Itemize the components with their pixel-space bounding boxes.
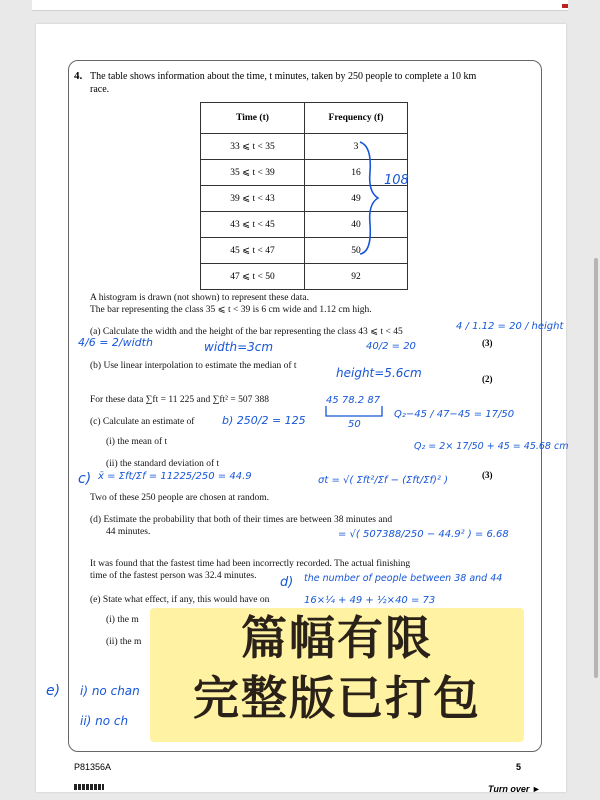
part-b-text: (b) Use linear interpolation to estimate the median of t: [90, 361, 297, 371]
fastest-text-2: time of the fastest person was 32.4 minutes.: [90, 571, 257, 581]
part-c-text: (c) Calculate an estimate of: [90, 417, 195, 427]
table-cell: 92: [305, 264, 408, 290]
part-c-ii-text: (ii) the standard deviation of t: [106, 459, 220, 469]
part-b-marks: (2): [482, 374, 493, 384]
answer-b-label: b) 250/2 = 125: [222, 414, 306, 427]
answer-b-interp-1: Q₂−45 / 47−45 = 17/50: [394, 409, 515, 420]
column-header-frequency: Frequency (f): [305, 103, 408, 134]
scrollbar[interactable]: [594, 258, 598, 678]
answer-c-sd-1: σt = √( Σft²/Σf − (Σft/Σf)² ): [318, 475, 449, 486]
random-text: Two of these 250 people are chosen at random.: [90, 493, 269, 503]
answer-d-text: the number of people between 38 and 44: [304, 573, 503, 584]
previous-page-edge: [32, 0, 568, 11]
table-cell: 47 ⩽ t < 50: [201, 264, 305, 290]
part-c-marks: (3): [482, 470, 493, 480]
answer-b-interp-2: Q₂ = 2× 17/50 + 45 = 45.68 cm: [414, 441, 569, 452]
paper-code: P81356A: [74, 762, 112, 772]
table-cell: 16: [305, 160, 408, 186]
answer-d-calc: 16×¼ + 49 + ½×40 = 73: [304, 595, 436, 606]
answer-b-denominator: 50: [348, 419, 361, 430]
part-e-i-text: (i) the m: [106, 615, 139, 625]
answer-a-height: height=5.6cm: [336, 366, 422, 380]
part-a-marks: (3): [482, 338, 493, 348]
answer-e-label: e): [46, 683, 61, 699]
table-cell: 40: [305, 212, 408, 238]
answer-c-label: c): [78, 471, 92, 487]
question-intro: The table shows information about the time, t minutes, taken by 250 people to complete a 10 km race.: [90, 71, 477, 95]
answer-c-mean: x̄ = Σft/Σf = 11225/250 = 44.9: [98, 471, 252, 482]
answer-a-height-fraction: 4 / 1.12 = 20 / height: [456, 321, 564, 332]
histogram-text-2: The bar representing the class 35 ⩽ t < 39 is 6 cm wide and 1.12 cm high.: [90, 305, 372, 315]
part-d-text-2: 44 minutes.: [106, 527, 151, 537]
part-e-text: (e) State what effect, if any, this would have on: [90, 595, 270, 605]
page-number: 5: [516, 762, 522, 772]
turn-over-label: Turn over ►: [488, 784, 541, 794]
answer-e-ii: ii) no ch: [80, 714, 129, 728]
table-cell: 45 ⩽ t < 47: [201, 238, 305, 264]
table-cell: 49: [305, 186, 408, 212]
watermark-banner: [150, 608, 524, 742]
page-marker: [562, 4, 568, 8]
barcode: [74, 784, 104, 790]
answer-e-i: i) no chan: [80, 684, 140, 698]
answer-a-working: 40/2 = 20: [366, 341, 416, 352]
answer-a-fraction: 4/6 = 2/width: [78, 336, 153, 349]
part-a-text: (a) Calculate the width and the height of the bar representing the class 43 ⩽ t < 45: [90, 327, 403, 337]
answer-a-width: width=3cm: [204, 340, 274, 354]
table-cell: 50: [305, 238, 408, 264]
table-cell: 35 ⩽ t < 39: [201, 160, 305, 186]
table-cell: 33 ⩽ t < 35: [201, 134, 305, 160]
sums-text: For these data ∑ft = 11 225 and ∑ft² = 507 388: [90, 395, 269, 405]
answer-d-label: d): [280, 575, 294, 590]
fastest-text-1: It was found that the fastest time had been incorrectly recorded. The actual finishing: [90, 559, 411, 569]
answer-b-values: 45 78.2 87: [326, 395, 381, 406]
part-d-text-1: (d) Estimate the probability that both of their times are between 38 minutes and: [90, 515, 393, 525]
table-cell: 43 ⩽ t < 45: [201, 212, 305, 238]
banner-line-2: 完整版已打包: [193, 671, 481, 725]
answer-c-sd-2: = √( 507388/250 − 44.9² ) = 6.68: [338, 529, 509, 540]
part-c-i-text: (i) the mean of t: [106, 437, 168, 447]
banner-line-1: 篇幅有限: [241, 611, 433, 665]
table-cell: 3: [305, 134, 408, 160]
part-e-ii-text: (ii) the m: [106, 637, 142, 647]
histogram-text-1: A histogram is drawn (not shown) to represent these data.: [90, 293, 309, 303]
column-header-time: Time (t): [201, 103, 305, 134]
question-number: 4.: [74, 70, 83, 82]
brace-total: 108: [384, 173, 409, 188]
table-cell: 39 ⩽ t < 43: [201, 186, 305, 212]
